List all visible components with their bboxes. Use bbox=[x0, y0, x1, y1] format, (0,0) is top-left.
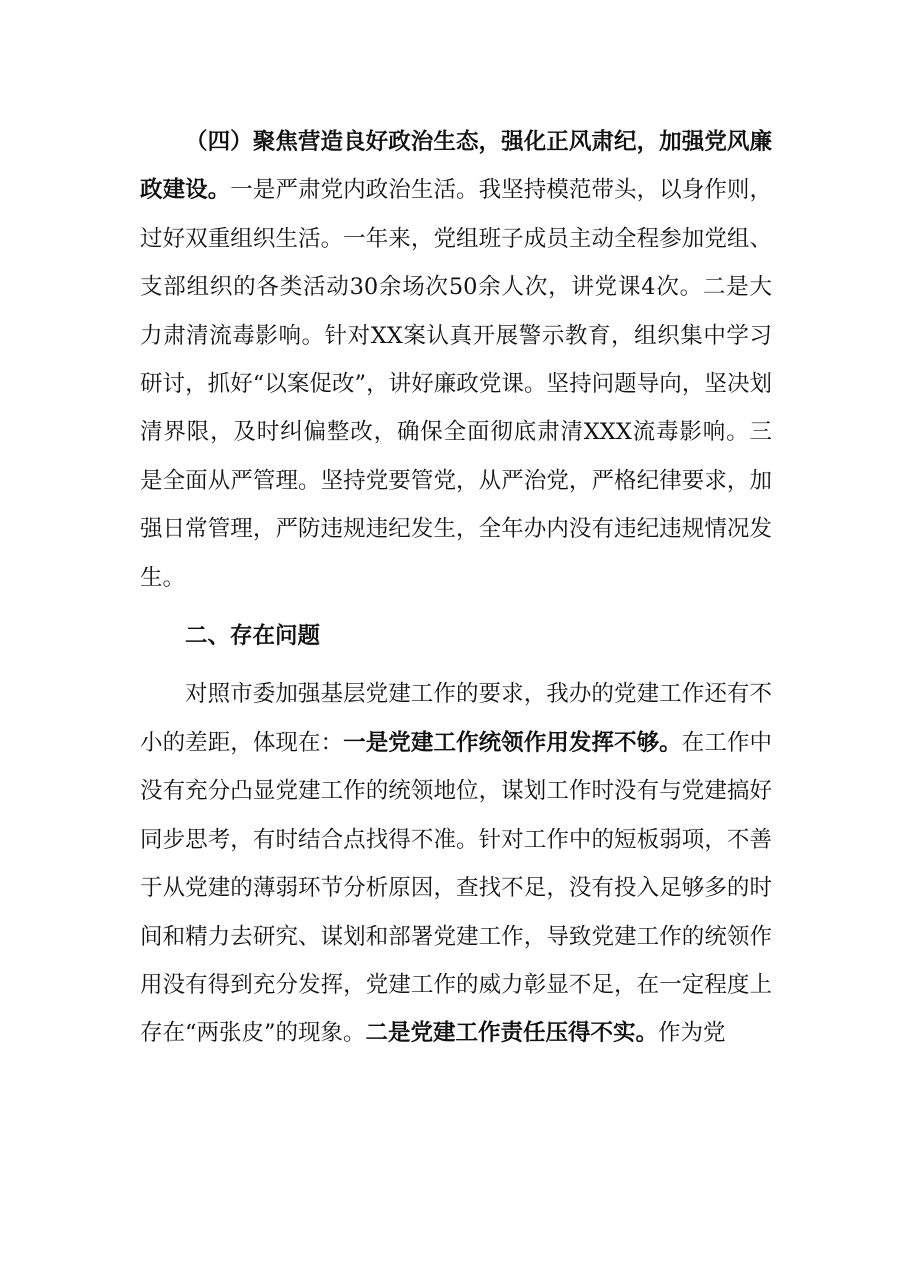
section-4-body: 一是严肃党内政治生活。我坚持模范带头，以身作则，过好双重组织生活。一年来，党组班子成员主动全程参加党组、支部组织的各类活动30余场次50余人次，讲党课4次。二是大力肃清流毒影响。针对XX案认真开展警示教育，组织集中学习研讨，抓好“以案促改”，讲好廉政党课。坚持问题导向，坚决划清界限，及时纠偏整改，确保全面彻底肃清XXX流毒影响。三是全面从严管理。坚持党要管党，从严治党，严格纪律要求，加强日常管理，严防违规违纪发生，全年办内没有违纪违规情况发生。 bbox=[140, 177, 772, 591]
section-2-heading: 二、存在问题 bbox=[185, 623, 321, 650]
section-2-paragraph bbox=[140, 670, 772, 1057]
point-1-body: 在工作中没有充分凸显党建工作的统领地位，谋划工作时没有与党建搞好同步思考，有时结合点找得不准。针对工作中的短板弱项，不善于从党建的薄弱环节分析原因，查找不足，没有投入足够多的时间和精力去研究、谋划和部署党建工作，导致党建工作的统领作用没有得到充分发挥，党建工作的威力彰显不足，在一定程度上存在“两张皮”的现象。 bbox=[140, 729, 772, 1047]
section-2-intro: 对照市委加强基层党建工作的要求，我办的党建工作还有不小的差距，体现在： bbox=[140, 681, 772, 756]
point-1-title: 一是党建工作统领作用发挥不够。 bbox=[343, 729, 682, 756]
document-page bbox=[140, 118, 772, 1058]
point-2-body: 作为党 bbox=[658, 1020, 726, 1047]
section-4-paragraph bbox=[140, 118, 772, 602]
point-2-title: 二是党建工作责任压得不实。 bbox=[365, 1020, 659, 1047]
section-4-title: （四）聚焦营造良好政治生态，强化正风肃纪，加强党风廉政建设。 bbox=[140, 129, 772, 204]
